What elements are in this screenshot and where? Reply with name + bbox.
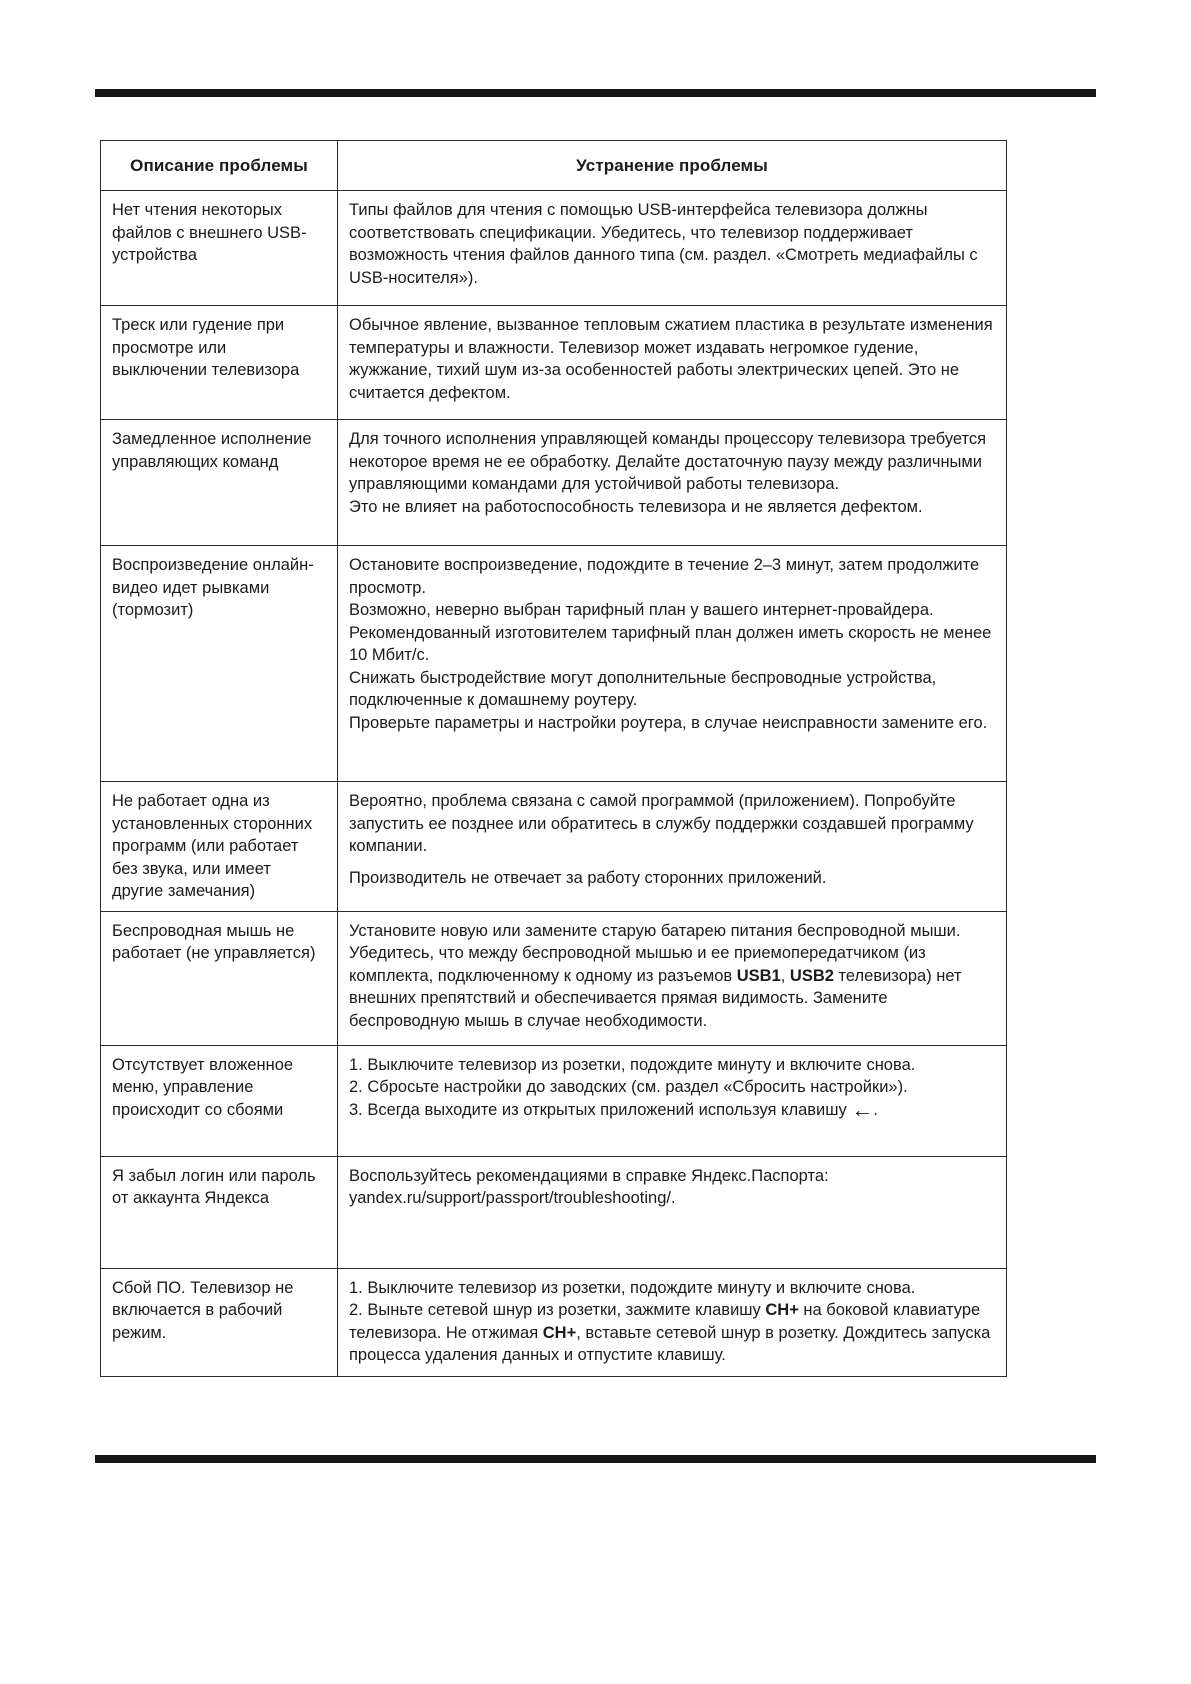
text-segment: Вероятно, проблема связана с самой программой (приложением). Попробуйте запустить ее позднее или обратитесь в службу поддержки создавшей программу компании.: [349, 792, 974, 855]
troubleshooting-table: [100, 140, 1007, 1377]
solution-paragraph: [349, 428, 996, 496]
solution-paragraph: [349, 1076, 996, 1099]
table-header-row: [101, 141, 1007, 191]
problem-cell: Замедленное исполнение управляющих команд: [101, 420, 338, 546]
text-segment: , вставьте сетевой шнур в розетку. Дождитесь запуска процесса удаления данных и отпустите клавишу.: [349, 1323, 991, 1364]
text-segment: Производитель не отвечает за работу сторонних приложений.: [349, 868, 827, 887]
text-segment: 2. Выньте сетевой шнур из розетки, зажмите клавишу: [349, 1301, 766, 1319]
column-header-solution: Устранение проблемы: [338, 141, 1007, 191]
text-segment: Убедитесь, что между беспроводной мышью и ее приемопередатчиком (из комплекта, подключенному к одному из разъемов: [349, 944, 926, 985]
solution-cell: [338, 911, 1007, 1045]
text-segment: 3. Всегда выходите из открытых приложений используя клавишу: [349, 1100, 852, 1119]
table-row: [101, 420, 1007, 546]
solution-cell: [338, 1156, 1007, 1268]
solution-paragraph: [349, 667, 996, 712]
table-row: [101, 911, 1007, 1045]
solution-paragraph: [349, 1299, 996, 1367]
solution-cell: [338, 1045, 1007, 1156]
table-row: [101, 1156, 1007, 1268]
problem-cell: Отсутствует вложенное меню, управление происходит со сбоями: [101, 1045, 338, 1156]
problem-cell: Беспроводная мышь не работает (не управляется): [101, 911, 338, 1045]
text-segment: Снижать быстродействие могут дополнительные беспроводные устройства, подключенные к домашнему роутеру.: [349, 668, 937, 709]
solution-paragraph: [349, 496, 996, 519]
solution-paragraph: [349, 942, 996, 1032]
text-segment: 2. Сбросьте настройки до заводских (см. раздел «Сбросить настройки»).: [349, 1078, 908, 1096]
solution-paragraph: [349, 1277, 996, 1300]
text-segment: CH+: [765, 1301, 799, 1319]
top-horizontal-rule: [95, 89, 1096, 97]
problem-cell: Не работает одна из установленных сторонних программ (или работает без звука, или имеет другие замечания): [101, 782, 338, 912]
text-segment: Остановите воспроизведение, подождите в течение 2–3 минут, затем продолжите просмотр.: [349, 556, 980, 597]
text-segment: Для точного исполнения управляющей команды процессору телевизора требуется некоторое время не ее обработку. Делайте достаточную паузу между различными управляющими командами для устойчивой работы телевизора.: [349, 430, 987, 493]
text-segment: USB1: [736, 966, 781, 985]
table-row: [101, 782, 1007, 912]
problem-cell: Нет чтения некоторых файлов с внешнего USB-устройства: [101, 191, 338, 306]
solution-paragraph: [349, 920, 996, 943]
bottom-horizontal-rule: [95, 1455, 1096, 1463]
table-body: [101, 191, 1007, 1377]
text-segment: 1. Выключите телевизор из розетки, подождите минуту и включите снова.: [349, 1055, 916, 1074]
table-row: [101, 306, 1007, 420]
table-row: [101, 546, 1007, 782]
solution-paragraph: [349, 712, 996, 735]
table-row: [101, 1268, 1007, 1376]
solution-paragraph: [349, 314, 996, 404]
text-segment: Типы файлов для чтения с помощью USB-интерфейса телевизора должны соответствовать спецификации. Убедитесь, что телевизор поддерживает возможность чтения файлов данного типа (см. раздел. «Смотреть медиафайлы с USB-носителя»).: [349, 201, 978, 287]
text-segment: USB2: [789, 966, 834, 985]
text-segment: Возможно, неверно выбран тарифный план у вашего интернет-провайдера. Рекомендованный изготовителем тарифный план должен иметь скорость не менее 10 Мбит/с.: [349, 601, 992, 664]
problem-cell: Я забыл логин или пароль от аккаунта Яндекса: [101, 1156, 338, 1268]
text-segment: ,: [780, 966, 790, 985]
back-arrow-key-icon: ←: [851, 1096, 874, 1122]
solution-paragraph: [349, 790, 996, 858]
text-segment: телевизора) нет внешних препятствий и обеспечивается прямая видимость. Замените беспроводную мышь в случае необходимости.: [349, 966, 962, 1030]
table-row: [101, 191, 1007, 306]
solution-cell: [338, 420, 1007, 546]
text-segment: Проверьте параметры и настройки роутера, в случае неисправности замените его.: [349, 713, 988, 732]
solution-paragraph: [349, 867, 996, 890]
solution-cell: [338, 191, 1007, 306]
solution-paragraph: [349, 1054, 996, 1077]
text-segment: на боковой клавиатуре телевизора. Не отжимая: [349, 1301, 981, 1342]
solution-cell: [338, 782, 1007, 912]
solution-paragraph: [349, 599, 996, 667]
text-segment: Это не влияет на работоспособность телевизора и не является дефектом.: [349, 497, 923, 516]
solution-cell: [338, 1268, 1007, 1376]
problem-cell: Сбой ПО. Телевизор не включается в рабочий режим.: [101, 1268, 338, 1376]
text-segment: 1. Выключите телевизор из розетки, подождите минуту и включите снова.: [349, 1278, 916, 1297]
solution-cell: [338, 546, 1007, 782]
solution-paragraph: [349, 1165, 996, 1210]
problem-cell: Треск или гудение при просмотре или выключении телевизора: [101, 306, 338, 420]
solution-paragraph: [349, 199, 996, 289]
problem-cell: Воспроизведение онлайн-видео идет рывками (тормозит): [101, 546, 338, 782]
text-segment: Воспользуйтесь рекомендациями в справке Яндекс.Паспорта: yandex.ru/support/passport/troubleshooting/.: [349, 1166, 829, 1207]
text-segment: CH+: [542, 1323, 577, 1342]
table-row: [101, 1045, 1007, 1156]
solution-paragraph: [349, 554, 996, 599]
text-segment: Обычное явление, вызванное тепловым сжатием пластика в результате изменения температуры и влажности. Телевизор может издавать негромкое гудение, жужжание, тихий шум из-за особенностей работы электрических цепей. Это не считается дефектом.: [349, 316, 993, 402]
solution-cell: [338, 306, 1007, 420]
column-header-problem: Описание проблемы: [101, 141, 338, 191]
text-segment: Установите новую или замените старую батарею питания беспроводной мыши.: [349, 921, 961, 940]
text-segment: .: [873, 1100, 878, 1119]
solution-paragraph: [349, 1096, 996, 1122]
